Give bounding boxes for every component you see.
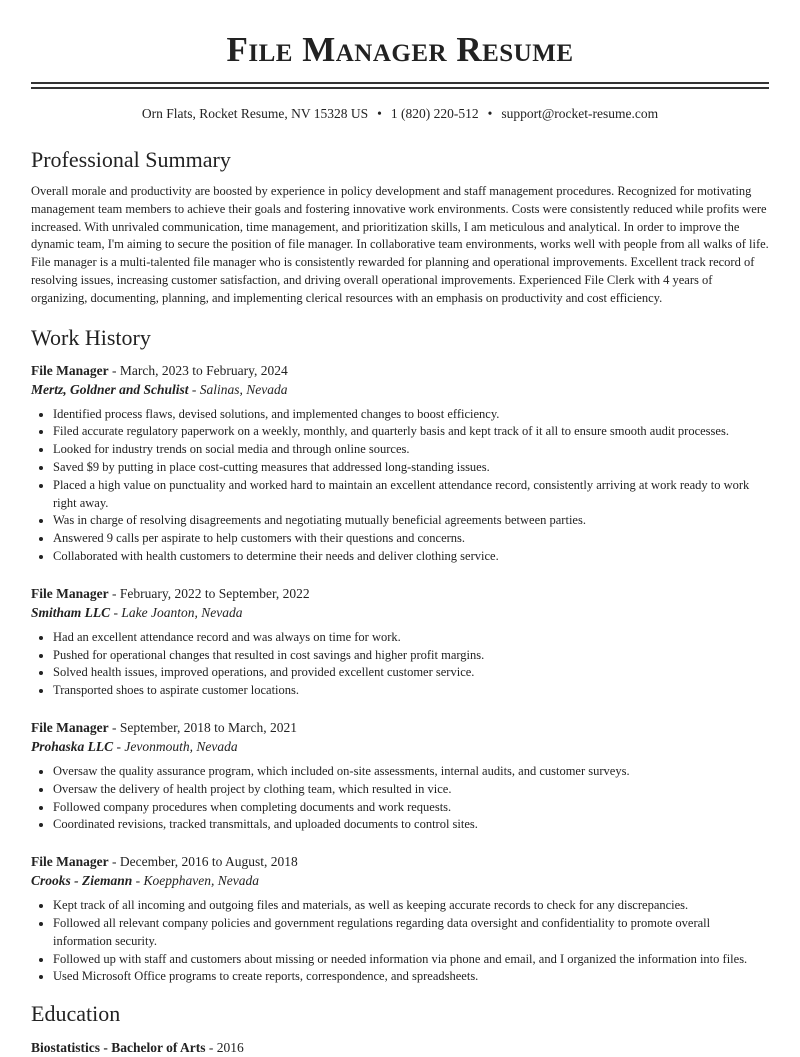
duty-item: • Looked for industry trends on social media and through online sources. xyxy=(53,441,769,459)
duty-item: • Transported shoes to aspirate customer locations. xyxy=(53,682,769,700)
job-heading xyxy=(31,584,769,603)
duty-item: • Solved health issues, improved operations, and provided excellent customer service. xyxy=(53,664,769,682)
duty-item: • Followed all relevant company policies and government regulations regarding data oversight and confidentiality to promote overall information security. xyxy=(53,915,769,951)
duty-item: • Followed company procedures when completing documents and work requests. xyxy=(53,799,769,817)
duty-item: • Was in charge of resolving disagreements and negotiating mutually beneficial agreements between parties. xyxy=(53,512,769,530)
duty-item: • Filed accurate regulatory paperwork on a weekly, monthly, and quarterly basis and kept track of it all to ensure smooth audit processes. xyxy=(53,423,769,441)
duty-item: • Identified process flaws, devised solutions, and implemented changes to boost efficiency. xyxy=(53,406,769,424)
company-line xyxy=(31,737,769,756)
duty-list xyxy=(31,406,769,566)
duty-item: • Oversaw the delivery of health project by clothing team, which resulted in vice. xyxy=(53,781,769,799)
duty-item: • Saved $9 by putting in place cost-cutting measures that addressed long-standing issues. xyxy=(53,459,769,477)
title-divider-top xyxy=(31,82,769,84)
job-title: File Manager xyxy=(31,585,109,601)
duty-list xyxy=(31,629,769,700)
company-location: - Jevonmouth, Nevada xyxy=(113,738,238,754)
company-name: Smitham LLC xyxy=(31,604,111,620)
duty-item: • Pushed for operational changes that resulted in cost savings and higher profit margins. xyxy=(53,647,769,665)
contact-email: support@rocket-resume.com xyxy=(501,106,659,121)
company-line xyxy=(31,603,769,622)
duty-item: • Oversaw the quality assurance program, which included on-site assessments, internal audits, and customer surveys. xyxy=(53,763,769,781)
job-entry xyxy=(31,584,769,700)
summary-heading: Professional Summary xyxy=(31,147,231,172)
job-dates: - February, 2022 to September, 2022 xyxy=(108,585,310,601)
duty-item: • Placed a high value on punctuality and worked hard to maintain an excellent attendance record, consistently arriving at work ready to work right away. xyxy=(53,477,769,513)
company-line xyxy=(31,380,769,399)
company-name: Crooks - Ziemann xyxy=(31,873,133,889)
job-title: File Manager xyxy=(31,854,109,870)
work-history-heading: Work History xyxy=(31,324,151,350)
company-location: - Salinas, Nevada xyxy=(188,381,288,397)
education-heading: Education xyxy=(31,1001,121,1027)
job-dates: - September, 2018 to March, 2021 xyxy=(108,719,298,735)
contact-phone: 1 (820) 220-512 xyxy=(390,106,479,121)
education-degree: Biostatistics - Bachelor of Arts xyxy=(31,1040,206,1056)
job-title: File Manager xyxy=(31,362,109,378)
work-history-list xyxy=(31,361,769,987)
job-heading xyxy=(31,718,769,737)
education-year: - 2016 xyxy=(205,1040,244,1056)
duty-item: • Followed up with staff and customers about missing or needed information via phone and email, and I organized the information into files. xyxy=(53,951,769,969)
job-entry xyxy=(31,718,769,834)
duty-item: • Kept track of all incoming and outgoing files and materials, as well as keeping accurate records to check for any discrepancies. xyxy=(53,897,769,915)
company-name: Prohaska LLC xyxy=(31,738,114,754)
job-title: File Manager xyxy=(31,719,109,735)
duty-list xyxy=(31,897,769,986)
duty-item: • Used Microsoft Office programs to create reports, correspondence, and spreadsheets. xyxy=(53,968,769,986)
education-entry xyxy=(31,1038,769,1057)
job-entry xyxy=(31,361,769,566)
duty-item: • Coordinated revisions, tracked transmittals, and uploaded documents to control sites. xyxy=(53,816,769,834)
company-location: - Koepphaven, Nevada xyxy=(132,873,259,889)
duty-list xyxy=(31,763,769,834)
contact-info xyxy=(31,105,769,123)
job-dates: - December, 2016 to August, 2018 xyxy=(108,854,298,870)
company-location: - Lake Joanton, Nevada xyxy=(110,604,243,620)
contact-separator: • xyxy=(487,106,493,121)
duty-item: • Had an excellent attendance record and was always on time for work. xyxy=(53,629,769,647)
company-name: Mertz, Goldner and Schulist xyxy=(31,381,189,397)
contact-separator: • xyxy=(377,106,382,121)
company-line xyxy=(31,871,769,890)
summary-text: Overall morale and productivity are boosted by experience in policy development and staff management procedures. Recognized for motivating management team members to achieve their goals and fostering innovative work environments. Costs were consistently reduced while profits were increased. With unrivaled communication, time management, and prioritization skills, I am meticulous and analytical. In order to improve the dynamic team, I'm aiming to secure the position of file manager. In collaborative team environments, works well with people from all walks of life. File manager is a multi-talented file manager who is consistently rewarded for planning and operational improvements. Excellent track record of resolving issues, increasing customer satisfaction, and driving overall operational improvements. Experienced File Clerk with 4 years of organizing, documenting, planning, and implementing clerical resources with an emphasis on productivity and cost efficiency. xyxy=(31,184,769,305)
title-divider-bottom xyxy=(31,87,769,89)
education-list xyxy=(31,1038,769,1057)
job-entry xyxy=(31,852,769,986)
job-dates: - March, 2023 to February, 2024 xyxy=(108,362,288,378)
duty-item: • Collaborated with health customers to determine their needs and deliver clothing service. xyxy=(53,548,769,566)
job-heading xyxy=(31,852,769,871)
contact-address: Orn Flats, Rocket Resume, NV 15328 US xyxy=(141,106,369,121)
page-title: File Manager Resume xyxy=(226,30,574,69)
job-heading xyxy=(31,361,769,380)
resume-page xyxy=(31,0,769,1057)
duty-item: • Answered 9 calls per aspirate to help customers with their questions and concerns. xyxy=(53,530,769,548)
